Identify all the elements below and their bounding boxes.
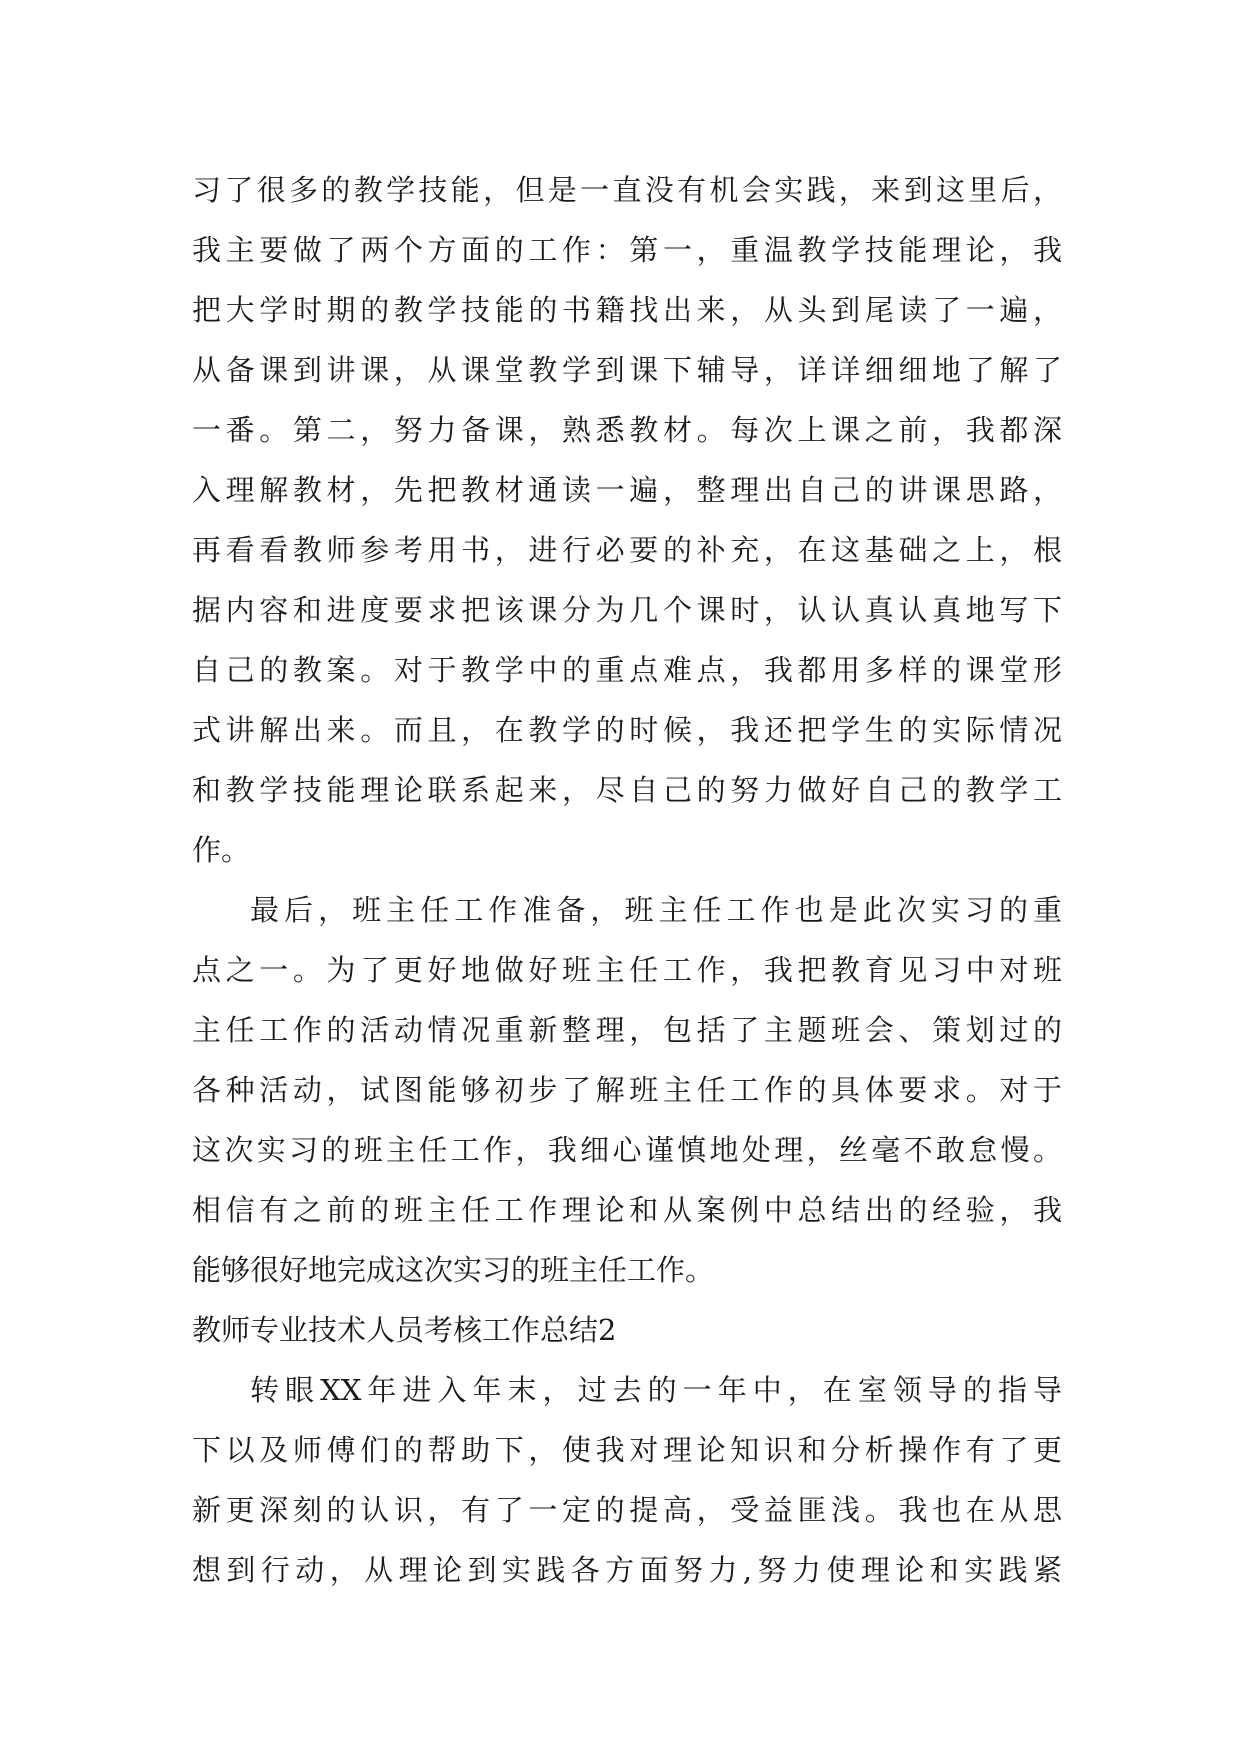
section-heading: 教师专业技术人员考核工作总结2 bbox=[192, 1313, 617, 1347]
document-page bbox=[192, 160, 1062, 1600]
paragraph-line: 再看看教师参考用书，进行必要的补充，在这基础之上，根 bbox=[192, 533, 1062, 567]
paragraph-line: 新更深刻的认识，有了一定的提高，受益匪浅。我也在从思 bbox=[192, 1493, 1062, 1527]
paragraph-line: 下以及师傅们的帮助下，使我对理论知识和分析操作有了更 bbox=[192, 1433, 1062, 1467]
paragraph-line: 这次实习的班主任工作，我细心谨慎地处理，丝毫不敢怠慢。 bbox=[192, 1133, 1062, 1167]
paragraph-line: 转眼XX年进入年末，过去的一年中，在室领导的指导 bbox=[250, 1373, 1062, 1407]
paragraph-line: 主任工作的活动情况重新整理，包括了主题班会、策划过的 bbox=[192, 1013, 1062, 1047]
paragraph-line: 据内容和进度要求把该课分为几个课时，认认真认真地写下 bbox=[192, 593, 1062, 627]
paragraph-line: 和教学技能理论联系起来，尽自己的努力做好自己的教学工 bbox=[192, 773, 1062, 807]
paragraph-line: 自己的教案。对于教学中的重点难点，我都用多样的课堂形 bbox=[192, 653, 1062, 687]
paragraph-line: 最后，班主任工作准备，班主任工作也是此次实习的重 bbox=[250, 893, 1062, 927]
paragraph-line: 各种活动，试图能够初步了解班主任工作的具体要求。对于 bbox=[192, 1073, 1062, 1107]
paragraph-line: 一番。第二，努力备课，熟悉教材。每次上课之前，我都深 bbox=[192, 413, 1062, 447]
paragraph-line: 习了很多的教学技能，但是一直没有机会实践，来到这里后， bbox=[192, 173, 1062, 207]
paragraph-line: 想到行动，从理论到实践各方面努力,努力使理论和实践紧 bbox=[192, 1553, 1062, 1587]
paragraph-line: 点之一。为了更好地做好班主任工作，我把教育见习中对班 bbox=[192, 953, 1062, 987]
paragraph-line: 从备课到讲课，从课堂教学到课下辅导，详详细细地了解了 bbox=[192, 353, 1062, 387]
paragraph-line: 我主要做了两个方面的工作：第一，重温教学技能理论，我 bbox=[192, 233, 1062, 267]
paragraph-line: 式讲解出来。而且，在教学的时候，我还把学生的实际情况 bbox=[192, 713, 1062, 747]
paragraph-line: 入理解教材，先把教材通读一遍，整理出自己的讲课思路， bbox=[192, 473, 1062, 507]
paragraph-line: 相信有之前的班主任工作理论和从案例中总结出的经验，我 bbox=[192, 1193, 1062, 1227]
paragraph-line: 作。 bbox=[192, 833, 251, 867]
paragraph-line: 把大学时期的教学技能的书籍找出来，从头到尾读了一遍， bbox=[192, 293, 1062, 327]
paragraph-line: 能够很好地完成这次实习的班主任工作。 bbox=[192, 1253, 715, 1287]
